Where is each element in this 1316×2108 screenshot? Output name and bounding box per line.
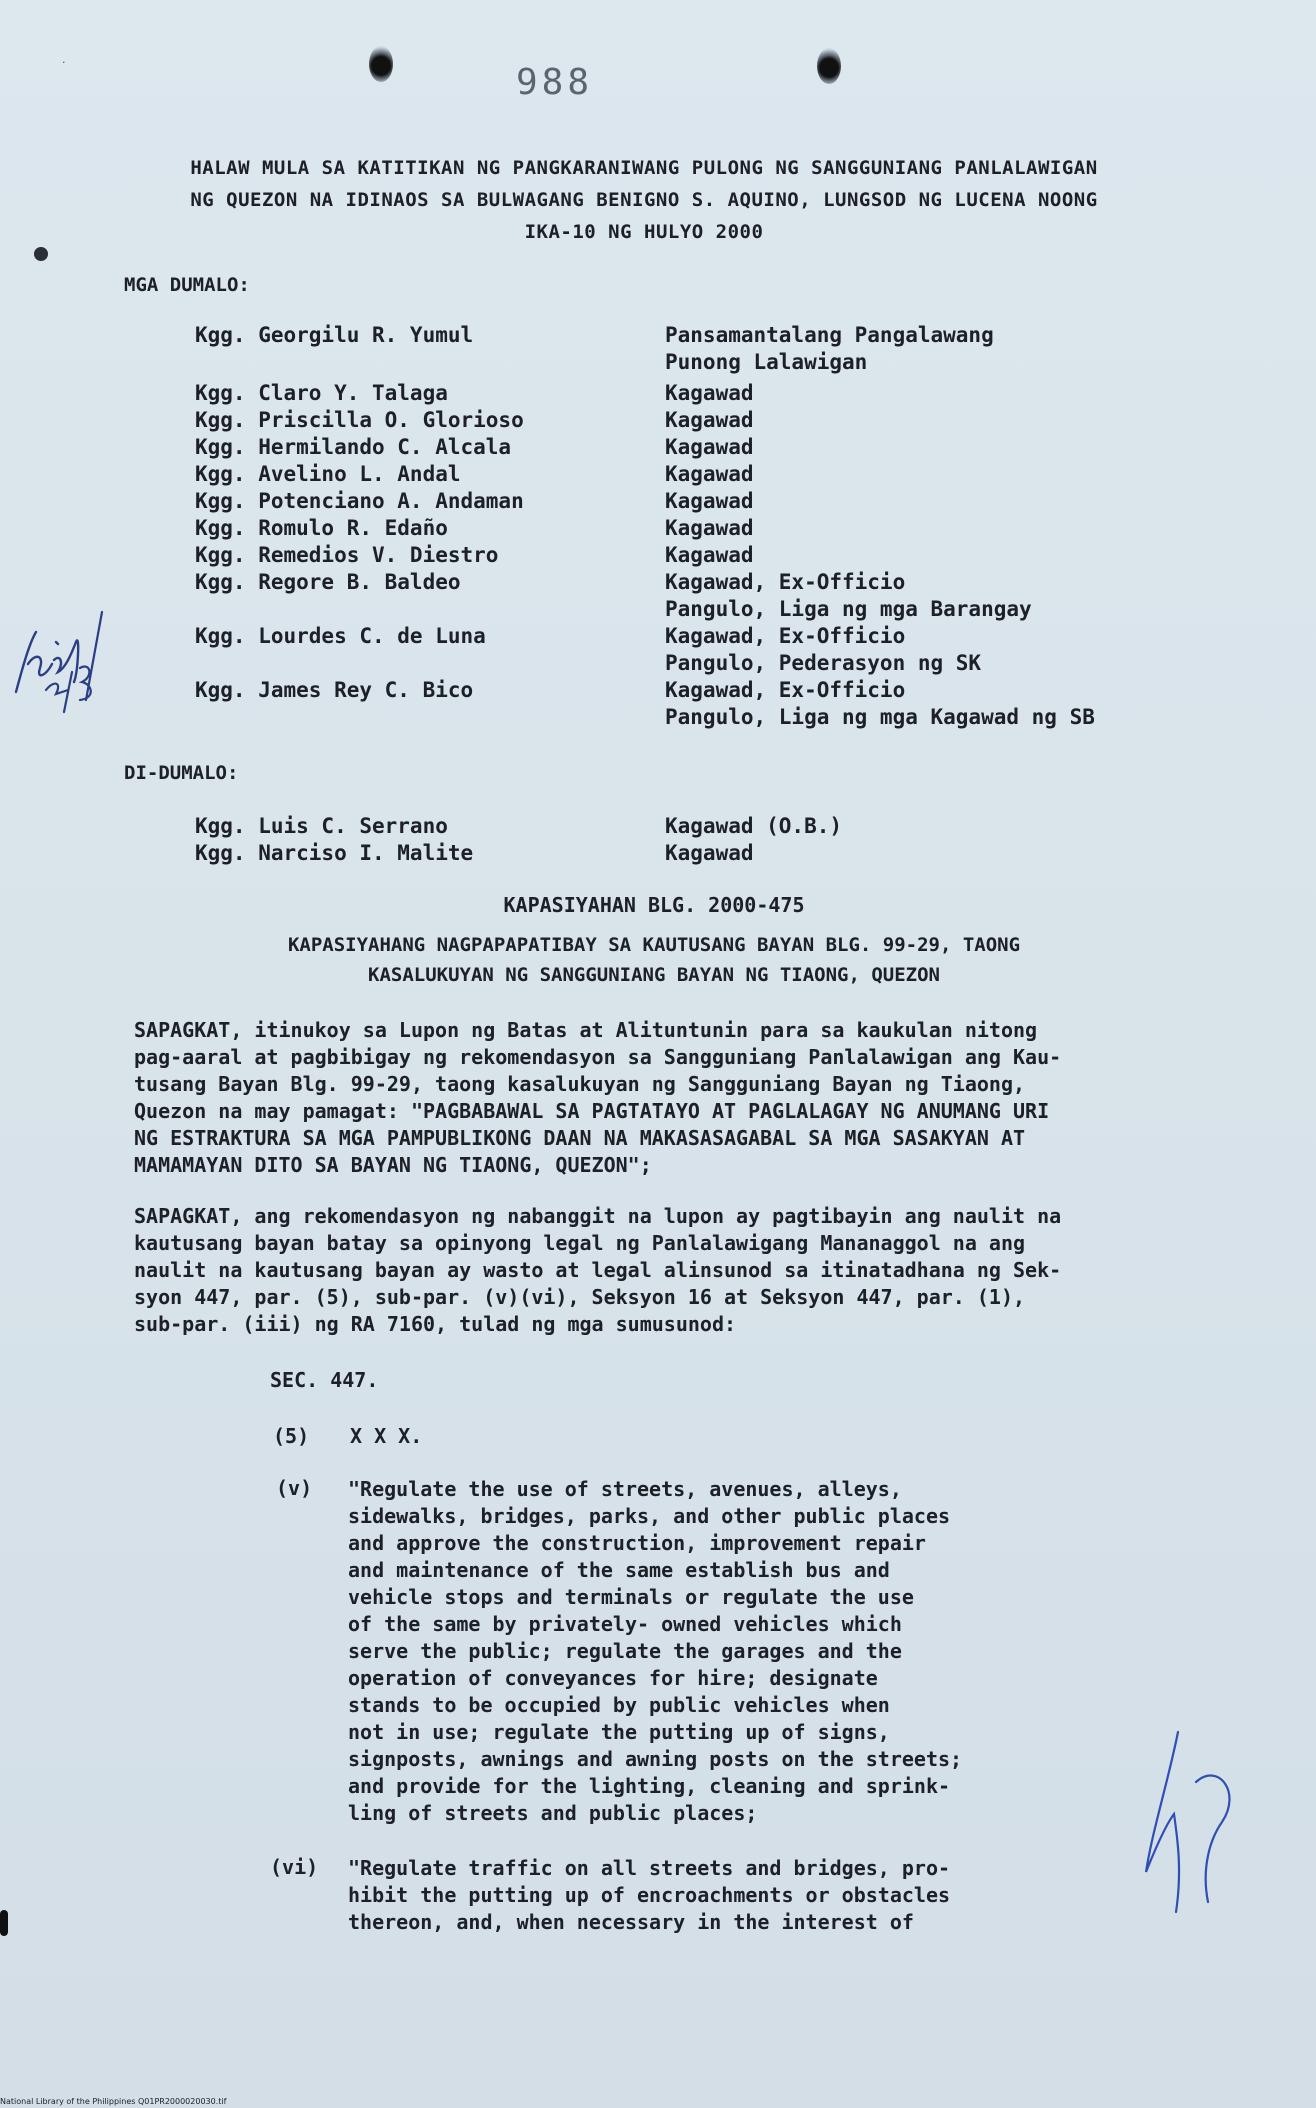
member-name: Kgg. James Rey C. Bico: [195, 678, 474, 702]
handwritten-page-mark: [1138, 1722, 1248, 1922]
page-number: 988: [516, 62, 594, 103]
header-line-2: NG QUEZON NA IDINAOS SA BULWAGANG BENIGNO S. AQUINO, LUNGSOD NG LUCENA NOONG: [190, 189, 1098, 211]
member-name: Kgg. Georgilu R. Yumul: [195, 323, 474, 347]
paragraph-5-label: (5): [273, 1424, 310, 1448]
member-name: Kgg. Lourdes C. de Luna: [195, 624, 486, 648]
absent-heading: DI-DUMALO:: [124, 762, 239, 784]
archive-footer: National Library of the Philippines Q01PR2000020030.tif: [0, 2097, 227, 2106]
member-position: Kagawad: [665, 435, 754, 459]
whereas-paragraph-1: SAPAGKAT, itinukoy sa Lupon ng Batas at Alituntunin para sa kaukulan nitong pag-aaral at pagbibigay ng rekomendasyon sa Sangguniang Panlalawigan ang Kau- tusang Bayan Blg. 99-29, taong kasalukuyan ng Sangguniang Bayan ng Tiaong, Quezon na may pamagat: "PAGBABAWAL SA PAGTATAYO AT PAGLALAGAY NG ANUMANG URI NG ESTRAKTURA SA MGA PAMPUBLIKONG DAAN NA MAKASASAGABAL SA MGA SASAKYAN AT MAMAMAYAN DITO SA BAYAN NG TIAONG, QUEZON";: [134, 1018, 1062, 1177]
member-name: Kgg. Regore B. Baldeo: [195, 570, 461, 594]
subparagraph-vi-text: "Regulate traffic on all streets and bridges, pro- hibit the putting up of encroachments or obstacles thereon, and, when necessary in the interest of: [348, 1856, 951, 1934]
member-name: Kgg. Hermilando C. Alcala: [195, 435, 512, 459]
binder-hole-left: [369, 46, 393, 82]
member-position: Kagawad: [665, 489, 754, 513]
member-position: Kagawad, Ex-Officio Pangulo, Pederasyon ng SK: [665, 624, 982, 675]
subparagraph-v-label: (v): [276, 1476, 313, 1500]
resolution-title: KAPASIYAHANG NAGPAPAPATIBAY SA KAUTUSANG BAYAN BLG. 99-29, TAONG KASALUKUYAN NG SANGGUNIANG BAYAN NG TIAONG, QUEZON: [287, 934, 1021, 986]
whereas-paragraph-2: SAPAGKAT, ang rekomendasyon ng nabanggit na lupon ay pagtibayin ang naulit na kautusang bayan batay sa opinyong legal ng Panlalawigang Mananaggol na ang naulit na kautusang bayan ay wasto at legal alinsunod sa itinatadhana ng Sek- syon 447, par. (5), sub-par. (v)(vi), Seksyon 16 at Seksyon 447, par. (1), sub-par. (iii) ng RA 7160, tulad ng mga sumusunod:: [134, 1204, 1062, 1336]
member-position: Kagawad, Ex-Officio Pangulo, Liga ng mga Barangay: [665, 570, 1032, 621]
member-name: Kgg. Remedios V. Diestro: [195, 543, 499, 567]
member-position: Kagawad: [665, 381, 754, 405]
header-line-3: IKA-10 NG HULYO 2000: [524, 221, 764, 243]
member-name: Kgg. Romulo R. Edaño: [195, 516, 448, 540]
section-label: SEC. 447.: [270, 1368, 379, 1392]
paragraph-5-text: X X X.: [350, 1424, 423, 1448]
member-name: Kgg. Luis C. Serrano: [195, 814, 448, 838]
scan-mark: [0, 1910, 8, 1936]
member-position: Kagawad: [665, 462, 754, 486]
subparagraph-v-text: "Regulate the use of streets, avenues, alleys, sidewalks, bridges, parks, and other public places and approve the construction, improvement repair and maintenance of the same establish bus and vehicle stops and terminals or regulate the use of the same by privately- owned vehicles which serve the public; regulate the garages and the operation of conveyances for hire; designate stands to be occupied by public vehicles when not in use; regulate the putting up of signs, signposts, awnings and awning posts on the streets; and provide for the lighting, cleaning and sprink- ling of streets and public places;: [348, 1477, 963, 1825]
present-heading: MGA DUMALO:: [124, 274, 250, 296]
member-position: Kagawad: [665, 408, 754, 432]
member-name: Kgg. Narciso I. Malite: [195, 841, 474, 865]
subparagraph-vi-label: (vi): [270, 1855, 319, 1879]
resolution-number: KAPASIYAHAN BLG. 2000-475: [503, 893, 805, 917]
member-name: Kgg. Claro Y. Talaga: [195, 381, 448, 405]
binder-hole-right: [817, 48, 841, 84]
member-position: Kagawad: [665, 543, 754, 567]
member-position: Kagawad (O.B.): [665, 814, 843, 838]
member-name: Kgg. Priscilla O. Glorioso: [195, 408, 524, 432]
member-position: Kagawad, Ex-Officio Pangulo, Liga ng mga Kagawad ng SB: [665, 678, 1095, 729]
member-position: Kagawad: [665, 841, 754, 865]
member-name: Kgg. Avelino L. Andal: [195, 462, 461, 486]
corner-mark: ·: [62, 56, 66, 69]
document-header: [124, 152, 1164, 248]
member-position: Pansamantalang Pangalawang Punong Lalawigan: [665, 323, 994, 374]
member-name: Kgg. Potenciano A. Andaman: [195, 489, 524, 513]
member-position: Kagawad: [665, 516, 754, 540]
scan-mark: [34, 247, 48, 261]
handwritten-initials-signature: [6, 572, 116, 722]
header-line-1: HALAW MULA SA KATITIKAN NG PANGKARANIWANG PULONG NG SANGGUNIANG PANLALAWIGAN: [190, 157, 1098, 179]
